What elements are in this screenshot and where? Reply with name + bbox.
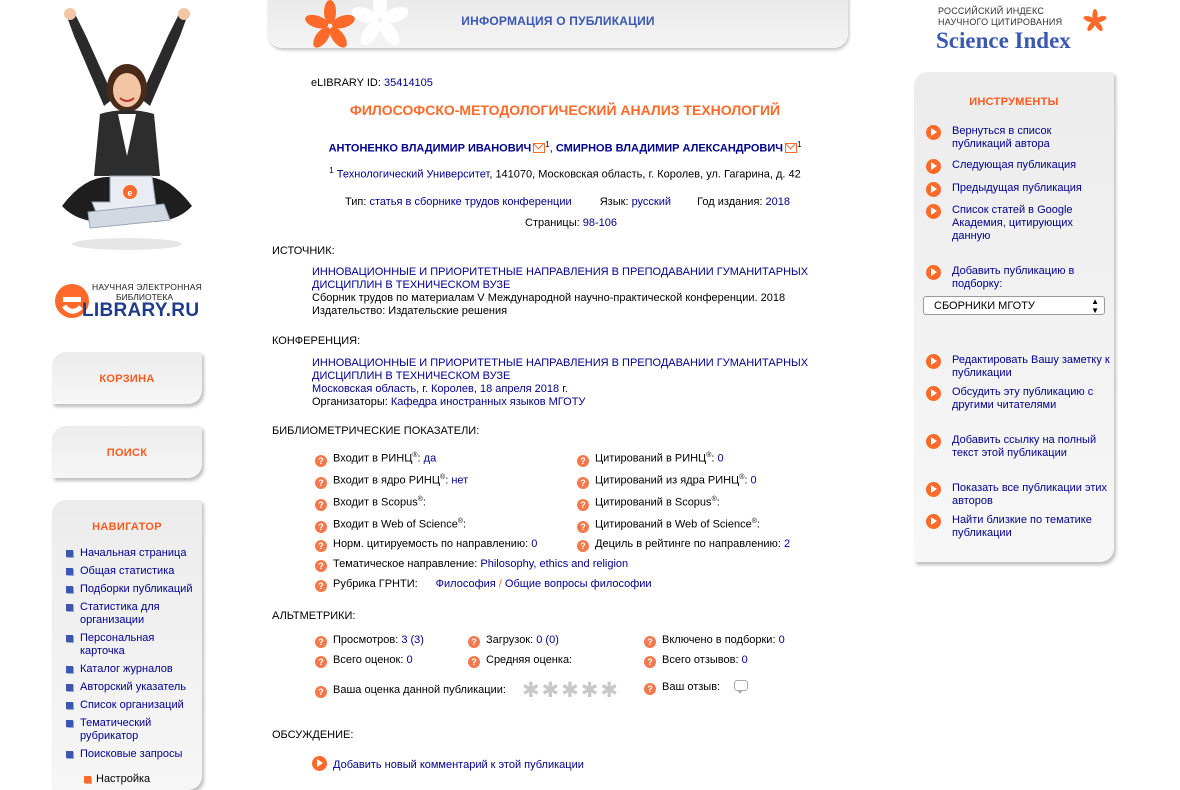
elibrary-logo[interactable] bbox=[54, 280, 204, 324]
nav-item-settings[interactable]: Настройка bbox=[52, 773, 202, 786]
affiliation-line: $^1$ Технологический Университет, 141070, Московская область, г. Королев, ул. Гагарина, д. 42 bbox=[329, 166, 801, 181]
cart-panel[interactable] bbox=[52, 352, 202, 404]
stat-total-ratings: ? Всего оценок: 0 bbox=[315, 654, 413, 668]
stat-theme: ? Тематическое направление: Philosophy, ethics and religion bbox=[315, 558, 628, 572]
discussion-label: ОБСУЖДЕНИЕ: bbox=[272, 729, 354, 741]
affiliation-org-link[interactable]: Технологический Университет bbox=[336, 168, 490, 181]
collection-select[interactable]: СБОРНИКИ МГОТУ ▲ ▼ bbox=[923, 296, 1105, 315]
theme-link[interactable]: Philosophy, ethics and religion bbox=[480, 558, 629, 570]
your-rating-row: ? Ваша оценка данной публикации: ✱✱✱✱✱ bbox=[315, 678, 620, 703]
search-panel[interactable] bbox=[52, 426, 202, 478]
cart-link[interactable]: КОРЗИНА bbox=[99, 373, 155, 385]
stat-scopus: ? Входит в Scopus®: bbox=[315, 496, 426, 511]
rating-stars-icon[interactable]: ✱✱✱✱✱ bbox=[521, 679, 620, 702]
logo-wordmark: LIBRARY.RU bbox=[82, 300, 200, 321]
stat-wos: ? Входит в Web of Science®: bbox=[315, 518, 466, 533]
help-icon[interactable]: ? bbox=[577, 540, 589, 552]
bullet-icon bbox=[66, 684, 73, 691]
help-icon[interactable]: ? bbox=[577, 521, 589, 533]
stat-citations-rinc: ? Цитирований в РИНЦ®: 0 bbox=[577, 452, 724, 467]
tool-add-fulltext-link[interactable]: Добавить ссылку на полный текст этой публикации bbox=[926, 434, 1111, 460]
conference-organizers: Организаторы: Кафедра иностранных языков МГОТУ bbox=[312, 396, 586, 408]
help-icon[interactable]: ? bbox=[577, 499, 589, 511]
elibrary-id-value[interactable]: 35414105 bbox=[383, 77, 433, 89]
tool-discuss[interactable]: Обсудить эту публикацию с другими читателями bbox=[926, 386, 1111, 412]
altmetrics-label: АЛЬТМЕТРИКИ: bbox=[272, 610, 356, 622]
stat-decile: ? Дециль в рейтинге по направлению: 2 bbox=[577, 538, 790, 552]
stat-rinc-core: ? Входит в ядро РИНЦ®: нет bbox=[315, 474, 468, 489]
tool-edit-note[interactable]: Редактировать Вашу заметку к публикации bbox=[926, 354, 1111, 380]
play-arrow-icon bbox=[926, 159, 941, 174]
play-arrow-icon bbox=[926, 265, 941, 280]
bullet-icon bbox=[66, 635, 73, 642]
bullet-icon bbox=[66, 702, 73, 709]
conference-label: КОНФЕРЕНЦИЯ: bbox=[272, 335, 361, 347]
stat-grnti: ? Рубрика ГРНТИ: Философия / Общие вопросы философии bbox=[315, 578, 652, 592]
source-publisher: Издательство: Издательские решения bbox=[312, 305, 508, 317]
elibrary-id: eLIBRARY ID: 35414105 bbox=[311, 77, 433, 89]
source-collection: Сборник трудов по материалам V Международной научно-практической конференции. 2018 bbox=[312, 292, 786, 304]
tool-add-to-collection[interactable]: Добавить публикацию в подборку: bbox=[926, 265, 1111, 291]
help-icon[interactable]: ? bbox=[315, 656, 327, 668]
nav-item-personal-card[interactable]: Персональная карточка bbox=[52, 632, 202, 658]
page-header-banner bbox=[268, 0, 848, 48]
help-icon[interactable]: ? bbox=[315, 521, 327, 533]
tool-find-similar[interactable]: Найти близкие по тематике публикации bbox=[926, 514, 1111, 540]
tool-prev-publication[interactable]: Предыдущая публикация bbox=[926, 182, 1111, 195]
help-icon[interactable]: ? bbox=[315, 580, 327, 592]
tools-panel bbox=[914, 72, 1114, 562]
your-review-row: ? Ваш отзыв: bbox=[644, 680, 748, 695]
bullet-icon bbox=[66, 604, 73, 611]
conference-title-link[interactable]: ИННОВАЦИОННЫЕ И ПРИОРИТЕТНЫЕ НАПРАВЛЕНИЯ В ПРЕПОДАВАНИИ ГУМАНИТАРНЫХ ДИСЦИПЛИН В ТЕХНИЧЕСКОМ ВУЗЕ bbox=[312, 357, 809, 382]
bullet-icon bbox=[66, 568, 73, 575]
bullet-icon bbox=[66, 550, 73, 557]
tool-google-scholar[interactable]: Список статей в Google Академия, цитирующих данную bbox=[926, 204, 1111, 243]
tools-title: ИНСТРУМЕНТЫ bbox=[969, 96, 1059, 108]
play-arrow-icon bbox=[926, 182, 941, 197]
nav-item-org-list[interactable]: Список организаций bbox=[52, 699, 202, 712]
nav-item-rubricator[interactable]: Тематический рубрикатор bbox=[52, 717, 202, 743]
stat-avg-rating: ? Средняя оценка: bbox=[468, 654, 572, 668]
hero-woman-laptop-illustration bbox=[52, 6, 202, 256]
bullet-icon bbox=[66, 751, 73, 758]
source-label: ИСТОЧНИК: bbox=[272, 245, 335, 257]
mail-icon[interactable] bbox=[785, 143, 797, 153]
svg-text:e: e bbox=[127, 188, 133, 198]
add-comment-row[interactable] bbox=[312, 756, 584, 771]
pages-value: 98-106 bbox=[582, 217, 618, 229]
nav-item-collections[interactable]: Подборки публикаций bbox=[52, 583, 202, 596]
author-link[interactable]: АНТОНЕНКО ВЛАДИМИР ИВАНОВИЧ bbox=[328, 142, 532, 155]
stat-in-collections: ? Включено в подборки: 0 bbox=[644, 634, 785, 648]
stat-views: ? Просмотров: 3 (3) bbox=[315, 634, 424, 648]
navigator-panel bbox=[52, 500, 202, 790]
play-arrow-icon bbox=[926, 204, 941, 219]
play-arrow-icon bbox=[926, 482, 941, 497]
add-comment-link[interactable]: Добавить новый комментарий к этой публикации bbox=[333, 759, 584, 771]
help-icon[interactable]: ? bbox=[315, 636, 327, 648]
asterisk-logo-icon bbox=[1082, 8, 1108, 34]
mail-icon[interactable] bbox=[533, 143, 545, 153]
select-arrows-icon: ▲ ▼ bbox=[1091, 297, 1099, 315]
play-arrow-icon bbox=[926, 434, 941, 449]
conference-place-link[interactable]: Московская область, г. Королев, 18 апреля 2018 г. bbox=[312, 383, 568, 395]
tool-next-publication[interactable]: Следующая публикация bbox=[926, 159, 1111, 172]
comment-bubble-icon[interactable] bbox=[734, 680, 748, 691]
help-icon[interactable]: ? bbox=[577, 455, 589, 467]
navigator-title: НАВИГАТОР bbox=[92, 521, 162, 533]
help-icon[interactable]: ? bbox=[468, 636, 480, 648]
nav-item-author-index[interactable]: Авторский указатель bbox=[52, 681, 202, 694]
help-icon[interactable]: ? bbox=[315, 477, 327, 489]
tool-back-to-author-list[interactable]: Вернуться в список публикаций автора bbox=[926, 125, 1111, 151]
play-arrow-icon bbox=[926, 354, 941, 369]
stat-rinc: ? Входит в РИНЦ®: да bbox=[315, 452, 436, 467]
help-icon[interactable]: ? bbox=[577, 477, 589, 489]
nav-item-org-statistics[interactable]: Статистика для организации bbox=[52, 601, 202, 627]
play-arrow-icon bbox=[926, 386, 941, 401]
grnti-link-philosophy[interactable]: Философия bbox=[435, 578, 496, 590]
stat-downloads: ? Загрузок: 0 (0) bbox=[468, 634, 559, 648]
stat-norm-citation: ? Норм. цитируемость по направлению: 0 bbox=[315, 538, 537, 552]
pages-line: Страницы: 98-106 bbox=[525, 217, 618, 229]
bullet-icon bbox=[66, 720, 73, 727]
author-link[interactable]: СМИРНОВ ВЛАДИМИР АЛЕКСАНДРОВИЧ bbox=[555, 142, 783, 155]
source-block bbox=[312, 266, 808, 318]
stat-total-reviews: ? Всего отзывов: 0 bbox=[644, 654, 748, 668]
play-arrow-icon bbox=[926, 514, 941, 529]
tool-show-author-publications[interactable]: Показать все публикации этих авторов bbox=[926, 482, 1111, 508]
stat-citations-core: ? Цитирований из ядра РИНЦ®: 0 bbox=[577, 474, 757, 489]
page-title: ИНФОРМАЦИЯ О ПУБЛИКАЦИИ bbox=[461, 14, 655, 28]
logo-caption-1: НАУЧНАЯ ЭЛЕКТРОННАЯ bbox=[92, 282, 203, 292]
organizers-link[interactable]: Кафедра иностранных языков МГОТУ bbox=[390, 396, 586, 408]
help-icon[interactable]: ? bbox=[644, 683, 656, 695]
bullet-icon bbox=[84, 776, 91, 783]
publication-meta-line: Тип: статья в сборнике трудов конференции Язык: русский Год издания: 2018 bbox=[345, 196, 791, 208]
nav-item-home[interactable]: Начальная страница bbox=[52, 547, 202, 560]
bibliometrics-label: БИБЛИОМЕТРИЧЕСКИЕ ПОКАЗАТЕЛИ: bbox=[272, 425, 480, 437]
nav-item-statistics[interactable]: Общая статистика bbox=[52, 565, 202, 578]
publication-type-link[interactable]: статья в сборнике трудов конференции bbox=[369, 196, 572, 208]
nav-item-journal-catalog[interactable]: Каталог журналов bbox=[52, 663, 202, 676]
stat-citations-scopus: ? Цитирований в Scopus®: bbox=[577, 496, 720, 511]
nav-item-search-queries[interactable]: Поисковые запросы bbox=[52, 748, 202, 761]
bullet-icon bbox=[66, 586, 73, 593]
language-link[interactable]: русский bbox=[631, 196, 672, 208]
grnti-link-general[interactable]: Общие вопросы философии bbox=[504, 578, 652, 590]
help-icon[interactable]: ? bbox=[315, 540, 327, 552]
authors-line: АНТОНЕНКО ВЛАДИМИР ИВАНОВИЧ $^1$, СМИРНОВ ВЛАДИМИР АЛЕКСАНДРОВИЧ $^1$ bbox=[328, 140, 802, 155]
science-index-logo[interactable]: РОССИЙСКИЙ ИНДЕКС НАУЧНОГО ЦИТИРОВАНИЯ Science Index bbox=[936, 6, 1111, 56]
help-icon[interactable]: ? bbox=[315, 686, 327, 698]
logo-caption-2: БИБЛИОТЕКА bbox=[116, 292, 174, 302]
help-icon[interactable]: ? bbox=[468, 656, 480, 668]
conference-block bbox=[312, 357, 808, 409]
help-icon[interactable]: ? bbox=[644, 656, 656, 668]
article-title: ФИЛОСОФСКО-МЕТОДОЛОГИЧЕСКИЙ АНАЛИЗ ТЕХНОЛОГИЙ bbox=[349, 102, 781, 118]
help-icon[interactable]: ? bbox=[315, 499, 327, 511]
source-title-link[interactable]: ИННОВАЦИОННЫЕ И ПРИОРИТЕТНЫЕ НАПРАВЛЕНИЯ В ПРЕПОДАВАНИИ ГУМАНИТАРНЫХ ДИСЦИПЛИН В ТЕХНИЧЕСКОМ ВУЗЕ bbox=[312, 266, 809, 291]
navigator-list bbox=[52, 547, 202, 786]
year-link[interactable]: 2018 bbox=[765, 196, 791, 208]
bullet-icon bbox=[66, 666, 73, 673]
help-icon[interactable]: ? bbox=[315, 560, 327, 572]
play-arrow-icon bbox=[926, 125, 941, 140]
play-arrow-icon bbox=[312, 756, 327, 771]
search-link[interactable]: ПОИСК bbox=[106, 447, 148, 459]
help-icon[interactable]: ? bbox=[644, 636, 656, 648]
stat-citations-wos: ? Цитирований в Web of Science®: bbox=[577, 518, 760, 533]
help-icon[interactable]: ? bbox=[315, 455, 327, 467]
